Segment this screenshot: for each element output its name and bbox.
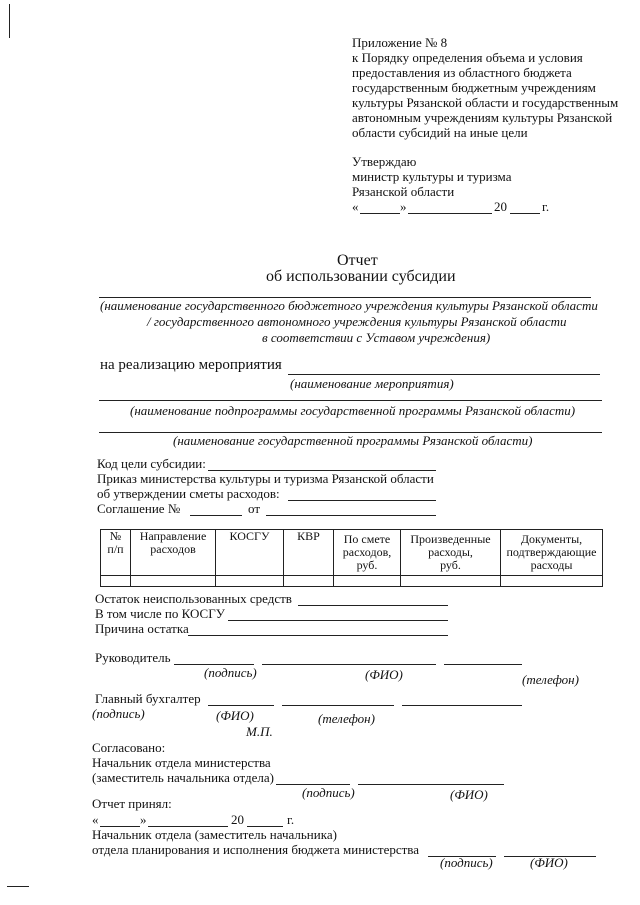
agreement-label: Соглашение № bbox=[97, 501, 181, 516]
agreed-signature-caption: (подпись) bbox=[302, 785, 355, 800]
accountant-fio-caption: (ФИО) bbox=[216, 708, 254, 723]
manager-signature-caption: (подпись) bbox=[204, 665, 257, 680]
agreed-title: Согласовано: bbox=[92, 740, 166, 755]
appendix-title: Приложение № 8 bbox=[352, 35, 448, 50]
appendix-line: предоставления из областного бюджета bbox=[352, 65, 572, 80]
report-title: Отчет bbox=[337, 252, 378, 269]
appendix-line: к Порядку определения объема и условия bbox=[352, 50, 583, 65]
manager-fio-line bbox=[262, 664, 436, 665]
col-number: № п/п bbox=[101, 530, 131, 576]
event-caption: (наименование мероприятия) bbox=[290, 376, 454, 391]
col-estimate: По смете расходов, руб. bbox=[334, 530, 401, 576]
accepted-signature-caption: (подпись) bbox=[440, 855, 493, 870]
appendix-line: области субсидий на иные цели bbox=[352, 125, 528, 140]
approve-year-line bbox=[510, 213, 540, 214]
order-value-line bbox=[288, 500, 436, 501]
event-label: на реализацию мероприятия bbox=[100, 357, 282, 373]
balance-kosgu-line bbox=[228, 620, 448, 621]
manager-fio-caption: (ФИО) bbox=[365, 667, 403, 682]
approve-date-mid: » bbox=[400, 199, 407, 214]
expense-table bbox=[100, 529, 603, 587]
table-row bbox=[101, 576, 603, 587]
subprogram-line bbox=[99, 400, 602, 401]
accepted-date-mid: » bbox=[140, 812, 147, 827]
balance-remaining-line bbox=[298, 605, 448, 606]
balance-reason-line bbox=[188, 635, 448, 636]
accepted-date-suffix: г. bbox=[287, 812, 295, 827]
agreement-from: от bbox=[248, 501, 261, 516]
institution-caption: (наименование государственного бюджетного учреждения культуры Рязанской области bbox=[100, 298, 598, 313]
institution-caption: в соответствии с Уставом учреждения) bbox=[262, 330, 491, 345]
report-subtitle: об использовании субсидии bbox=[266, 268, 456, 285]
institution-caption: / государственного автономного учреждения культуры Рязанской области bbox=[147, 314, 567, 329]
accountant-label: Главный бухгалтер bbox=[95, 691, 201, 706]
accepted-line: отдела планирования и исполнения бюджета министерства bbox=[92, 842, 420, 857]
agreed-fio-line bbox=[358, 784, 504, 785]
approve-line: Рязанской области bbox=[352, 184, 455, 199]
scan-edge-mark bbox=[7, 886, 29, 887]
approve-date-open: « bbox=[352, 199, 359, 214]
approve-day-line bbox=[360, 213, 400, 214]
agreement-number-line bbox=[190, 515, 242, 516]
accountant-phone-caption: (телефон) bbox=[318, 711, 375, 726]
manager-phone-caption: (телефон) bbox=[522, 672, 579, 687]
agreed-line: (заместитель начальника отдела) bbox=[92, 770, 274, 785]
col-kvr: КВР bbox=[284, 530, 334, 576]
purpose-code-label: Код цели субсидии: bbox=[97, 456, 206, 471]
accountant-phone-line bbox=[402, 705, 522, 706]
agreement-date-line bbox=[266, 515, 436, 516]
order-line: Приказ министерства культуры и туризма Рязанской области bbox=[97, 471, 434, 486]
col-kosgu: КОСГУ bbox=[216, 530, 284, 576]
table-header-row bbox=[101, 530, 603, 576]
manager-label: Руководитель bbox=[95, 650, 171, 665]
accepted-fio-caption: (ФИО) bbox=[530, 855, 568, 870]
accepted-line: Начальник отдела (заместитель начальника) bbox=[92, 827, 337, 842]
accepted-date-open: « bbox=[92, 812, 99, 827]
accountant-fio-line bbox=[282, 705, 394, 706]
event-line bbox=[288, 374, 600, 375]
program-caption: (наименование государственной программы Рязанской области) bbox=[173, 433, 533, 448]
agreed-line: Начальник отдела министерства bbox=[92, 755, 271, 770]
col-actual: Произведенные расходы, руб. bbox=[401, 530, 501, 576]
scan-edge-mark bbox=[9, 4, 10, 38]
approve-line: министр культуры и туризма bbox=[352, 169, 512, 184]
appendix-line: культуры Рязанской области и государственным bbox=[352, 95, 619, 110]
accountant-stamp: М.П. bbox=[246, 724, 273, 739]
order-line: об утверждении сметы расходов: bbox=[97, 486, 280, 501]
balance-remaining: Остаток неиспользованных средств bbox=[95, 591, 292, 606]
balance-kosgu: В том числе по КОСГУ bbox=[95, 606, 225, 621]
approve-date-year: 20 bbox=[494, 199, 507, 214]
appendix-line: государственным бюджетным учреждениям bbox=[352, 80, 596, 95]
accountant-signature-line bbox=[208, 705, 274, 706]
appendix-line: автономным учреждениям культуры Рязанской bbox=[352, 110, 613, 125]
col-documents: Документы, подтверждающие расходы bbox=[501, 530, 603, 576]
accepted-date-year: 20 bbox=[231, 812, 244, 827]
approve-title: Утверждаю bbox=[352, 154, 417, 169]
approve-month-line bbox=[408, 213, 492, 214]
balance-reason: Причина остатка bbox=[95, 621, 189, 636]
agreed-fio-caption: (ФИО) bbox=[450, 787, 488, 802]
col-direction: Направление расходов bbox=[131, 530, 216, 576]
subprogram-caption: (наименование подпрограммы государственной программы Рязанской области) bbox=[130, 403, 576, 418]
accountant-signature-caption: (подпись) bbox=[92, 706, 145, 721]
approve-date-suffix: г. bbox=[542, 199, 550, 214]
manager-phone-line bbox=[444, 664, 522, 665]
accepted-title: Отчет принял: bbox=[92, 796, 172, 811]
